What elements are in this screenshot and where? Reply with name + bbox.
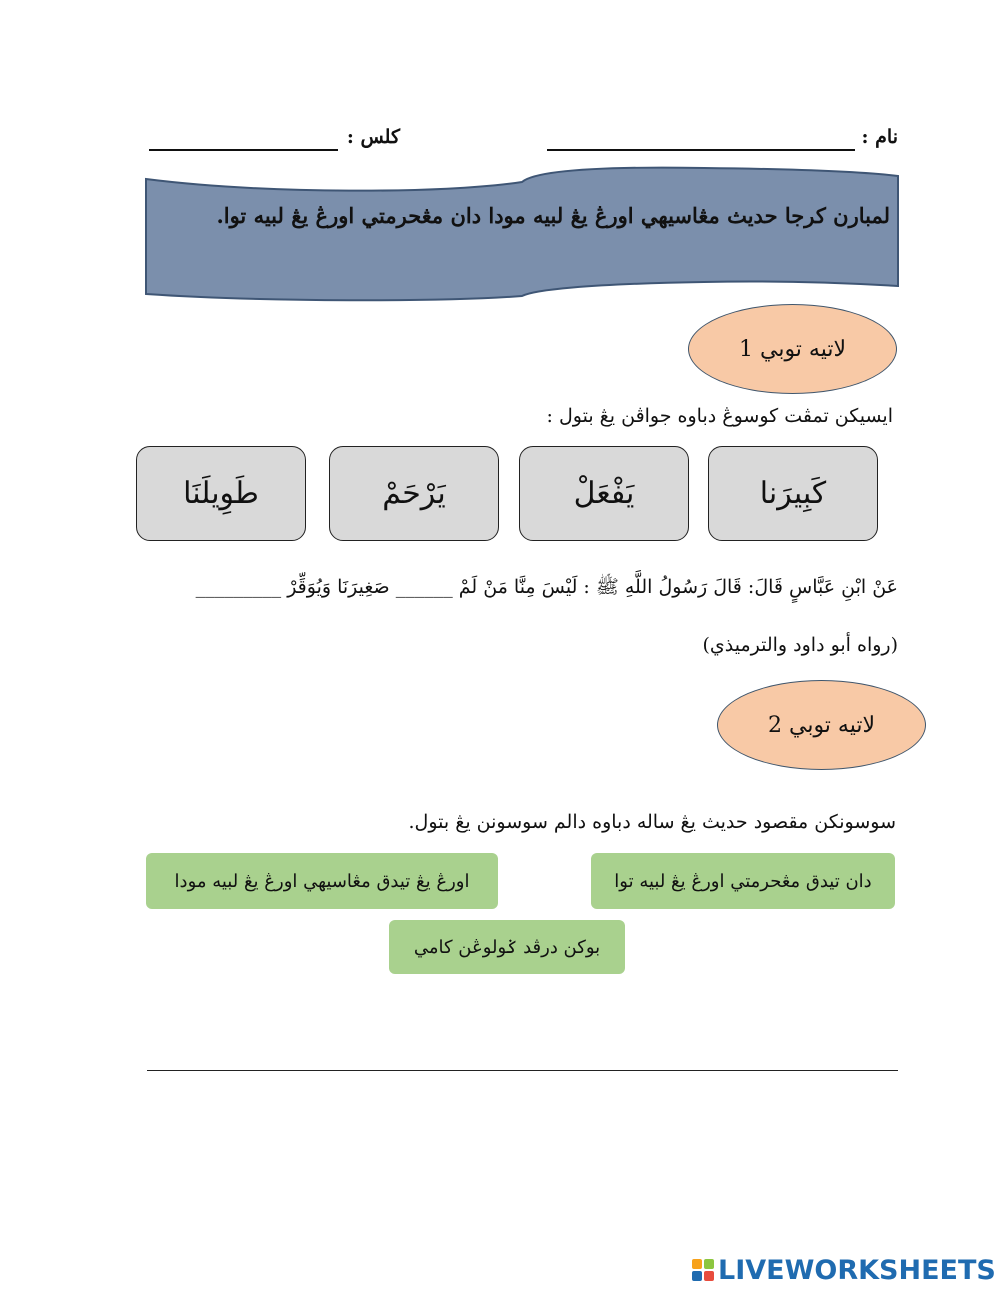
hadith-source: (رواه أبو داود والترميذي) [702, 634, 898, 656]
answer-option-3[interactable]: بوكن درڤد ݢولوڠن كامي [389, 920, 625, 974]
hadith-text: عَنْ ابْنِ عَبَّاسٍ قَالَ: قَالَ رَسُولُ اللَّهِ ﷺ : لَيْسَ مِنَّا مَنْ لَمْ ______ صَغِيرَنَا وَيُوَقِّرْ _________ [195, 576, 898, 598]
activity2-instruction: سوسونكن مقصود حديث يڠ ساله دباوه دالم سوسونن يڠ بتول. [408, 811, 896, 833]
answer-option-2[interactable]: اورڠ يڠ تيدق مڠاسيهي اورڠ يڠ لبيه مودا [146, 853, 498, 909]
word-card-yafal[interactable]: يَفْعَلْ [519, 446, 689, 541]
name-label: نام : [861, 126, 898, 148]
name-answer-line[interactable] [547, 149, 855, 151]
answer-option-1[interactable]: دان تيدق مڠحرمتي اورڠ يڠ لبيه توا [591, 853, 895, 909]
activity1-instruction: ايسيكن تمڤت كوسوڠ دباوه جواڤن يڠ بتول : [546, 405, 893, 427]
liveworksheets-logo [692, 1255, 996, 1285]
bottom-divider [147, 1070, 898, 1071]
logo-text: LIVEWORKSHEETS [718, 1254, 996, 1286]
objective-text: لمبارن كرجا حديث مڠاسيهي اورڠ يڠ لبيه مودا دان مڠحرمتي اورڠ يڠ لبيه توا. [216, 203, 890, 228]
class-label: كلس : [346, 126, 400, 148]
activity2-title: لاتيه توبي 2 [717, 680, 926, 770]
word-card-thawilana[interactable]: طَوِيلَنَا [136, 446, 306, 541]
word-card-yarham[interactable]: يَرْحَمْ [329, 446, 499, 541]
word-card-kabirana[interactable]: كَبِيرَنا [708, 446, 878, 541]
logo-grid-icon [692, 1259, 714, 1281]
activity1-title: لاتيه توبي 1 [688, 304, 897, 394]
class-answer-line[interactable] [149, 149, 338, 151]
objective-banner [144, 164, 900, 304]
